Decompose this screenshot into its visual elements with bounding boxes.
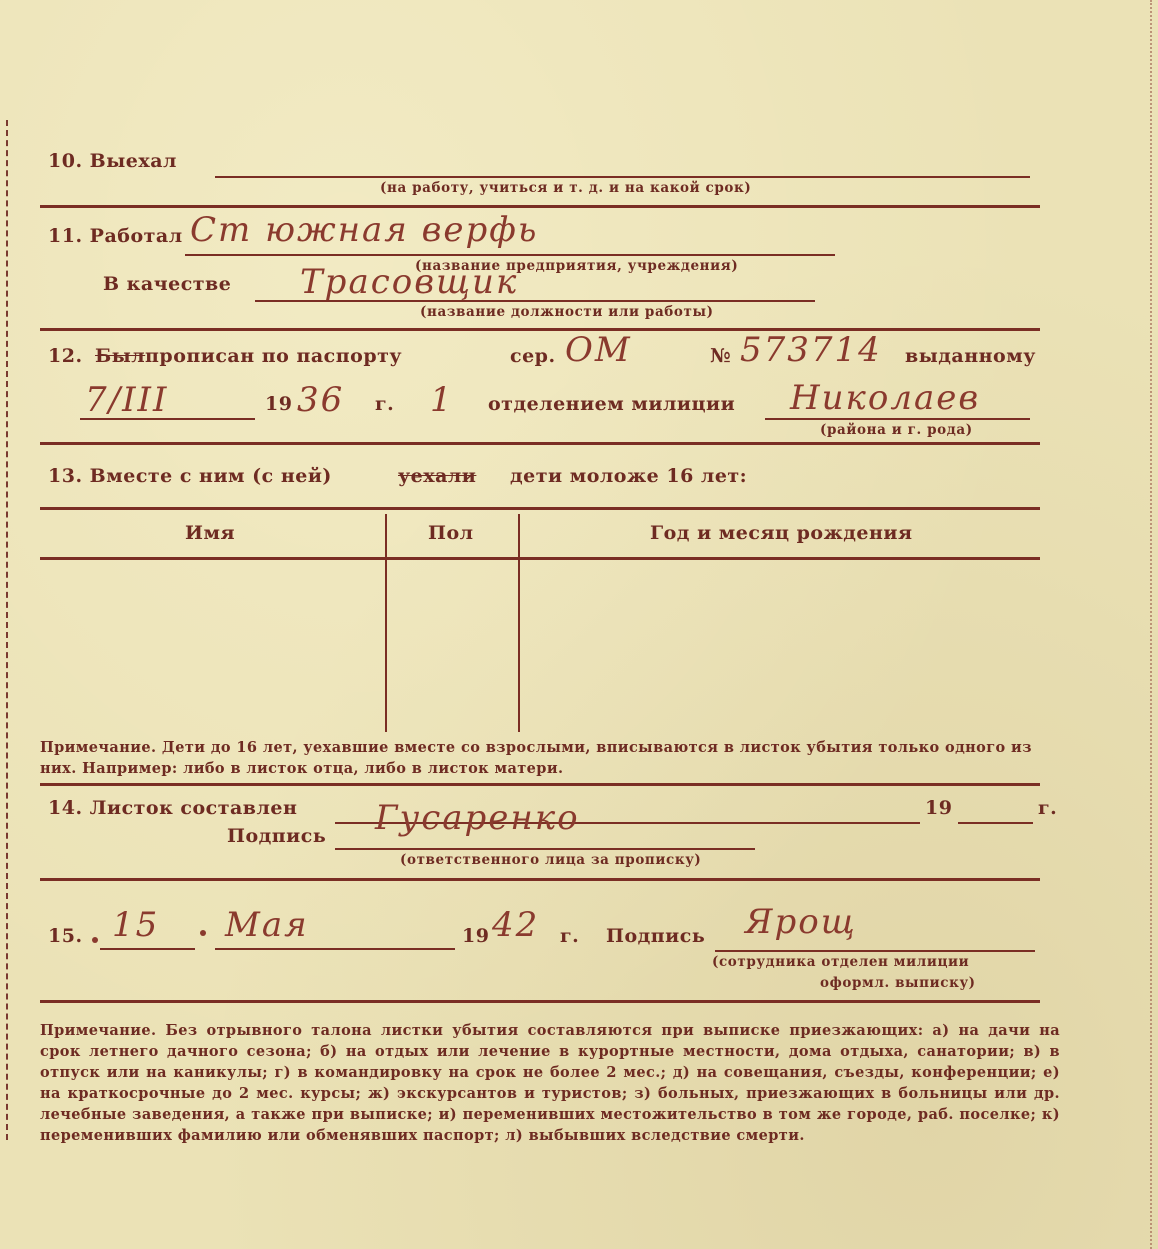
- table-header-sex: Пол: [428, 522, 474, 544]
- table-header-line: [40, 557, 1040, 560]
- item12-number: 12.: [48, 345, 83, 367]
- item12-year-value: 36: [297, 380, 345, 420]
- item15-label: 15.: [48, 925, 83, 947]
- item12-date-line: [80, 418, 255, 420]
- item13-note-label: Примечание.: [40, 739, 157, 756]
- item12-dept-label: отделением милиции: [488, 393, 736, 415]
- item12-year-prefix: 19: [265, 393, 293, 415]
- item12-issued-label: выданному: [905, 345, 1036, 367]
- item11-role-value: Трасовщик: [300, 262, 519, 302]
- item12-city-line: [765, 418, 1030, 420]
- item11-role-line: [255, 300, 815, 302]
- item14-sign-label: Подпись: [227, 825, 327, 847]
- item14-year-suffix: г.: [1038, 797, 1058, 819]
- item12-label: прописан по паспорту: [145, 345, 403, 367]
- item14-caption: (ответственного лица за прописку): [400, 852, 702, 868]
- divider-14: [40, 878, 1040, 881]
- item12-series-label: сер.: [510, 345, 556, 367]
- item10-label: 10. Выехал: [48, 150, 177, 172]
- item15-year-value: 42: [492, 905, 540, 945]
- item12-number-value: 573714: [740, 330, 882, 370]
- footnote-text: Без отрывного талона листки убытия составляются при выписке приезжающих: а) на дачи на срок летнего дачного сезона; б) на отдых или лечение в курортные местности, дома отдыха, санатории; в) в отпуск или на каникулы; г) в командировку на срок не более 2 мес.; д) на совещания, съезды, конференции; е) на краткосрочные до 2 мес. курсы; ж) экскурсантов и туристов; з) больных, приезжающих в больницы или др. лечебные заведения, а также при выписке; и) переменивших местожительство в том же городе, раб. поселке; к) переменивших фамилию или обменявших паспорт; л) выбывших вследствие смерти.: [40, 1022, 1060, 1144]
- item11-label: 11. Работал: [48, 225, 183, 247]
- item11-workplace: Ст южная верфь: [190, 210, 539, 250]
- item12-struck: Был: [95, 345, 146, 367]
- item12-city-value: Николаев: [790, 378, 981, 418]
- item12-dept-value: 1: [430, 380, 454, 420]
- footnote-label: Примечание.: [40, 1022, 157, 1039]
- item13-struck: уехали: [398, 465, 477, 487]
- perforation-right: [1150, 0, 1152, 1249]
- item11-role-caption: (название должности или работы): [420, 304, 714, 320]
- item14-label: 14. Листок составлен: [48, 797, 298, 819]
- item12-number-label: №: [710, 345, 732, 367]
- item14-year-line: [958, 822, 1033, 824]
- divider-13: [40, 783, 1040, 786]
- item15-sign-line: [715, 950, 1035, 952]
- item15-day-line: [100, 948, 195, 950]
- item12-series-value: ОМ: [565, 330, 632, 370]
- item14-signature: Гусаренко: [375, 798, 580, 838]
- item15-year-suffix: г.: [560, 925, 580, 947]
- item13-label: 13. Вместе с ним (с ней): [48, 465, 332, 487]
- item15-caption-2: оформл. выписку): [820, 975, 976, 991]
- item11-line: [185, 254, 835, 256]
- table-col-divider-1: [385, 514, 387, 732]
- item15-month-value: Мая: [225, 905, 309, 945]
- item11-role-label: В качестве: [103, 273, 232, 295]
- divider-11: [40, 328, 1040, 331]
- item10-line: [215, 176, 1030, 178]
- divider-10: [40, 205, 1040, 208]
- table-header-birth: Год и месяц рождения: [650, 522, 913, 544]
- item15-caption-1: (сотрудника отделен милиции: [712, 954, 970, 970]
- item15-sign-label: Подпись: [606, 925, 706, 947]
- table-header-name: Имя: [185, 522, 235, 544]
- table-col-divider-2: [518, 514, 520, 732]
- item12-date-value: 7/III: [85, 380, 169, 420]
- footnote: [40, 1020, 1060, 1146]
- table-top-line: [40, 507, 1040, 510]
- item15-day-value: 15: [112, 905, 160, 945]
- item10-caption: (на работу, учиться и т. д. и на какой срок): [380, 180, 752, 196]
- perforation-left: [6, 120, 8, 1140]
- item15-month-line: [215, 948, 455, 950]
- item13-label-tail: дети моложе 16 лет:: [510, 465, 748, 487]
- item14-year-prefix: 19: [925, 797, 953, 819]
- item14-sign-line: [335, 848, 755, 850]
- item11-caption: (название предприятия, учреждения): [415, 258, 739, 274]
- item15-dot-2: [200, 930, 206, 936]
- divider-15: [40, 1000, 1040, 1003]
- item15-dot-1: [92, 937, 98, 943]
- item13-note: [40, 737, 1060, 779]
- item12-year-suffix: г.: [375, 393, 395, 415]
- item15-year-prefix: 19: [462, 925, 490, 947]
- item13-note-text: Дети до 16 лет, уехавшие вместе со взрослыми, вписываются в листок убытия только одного из них. Например: либо в листок отца, либо в листок матери.: [40, 739, 1032, 777]
- item12-caption: (района и г. рода): [820, 422, 973, 438]
- divider-12: [40, 442, 1040, 445]
- item15-signature: Ярощ: [745, 902, 857, 942]
